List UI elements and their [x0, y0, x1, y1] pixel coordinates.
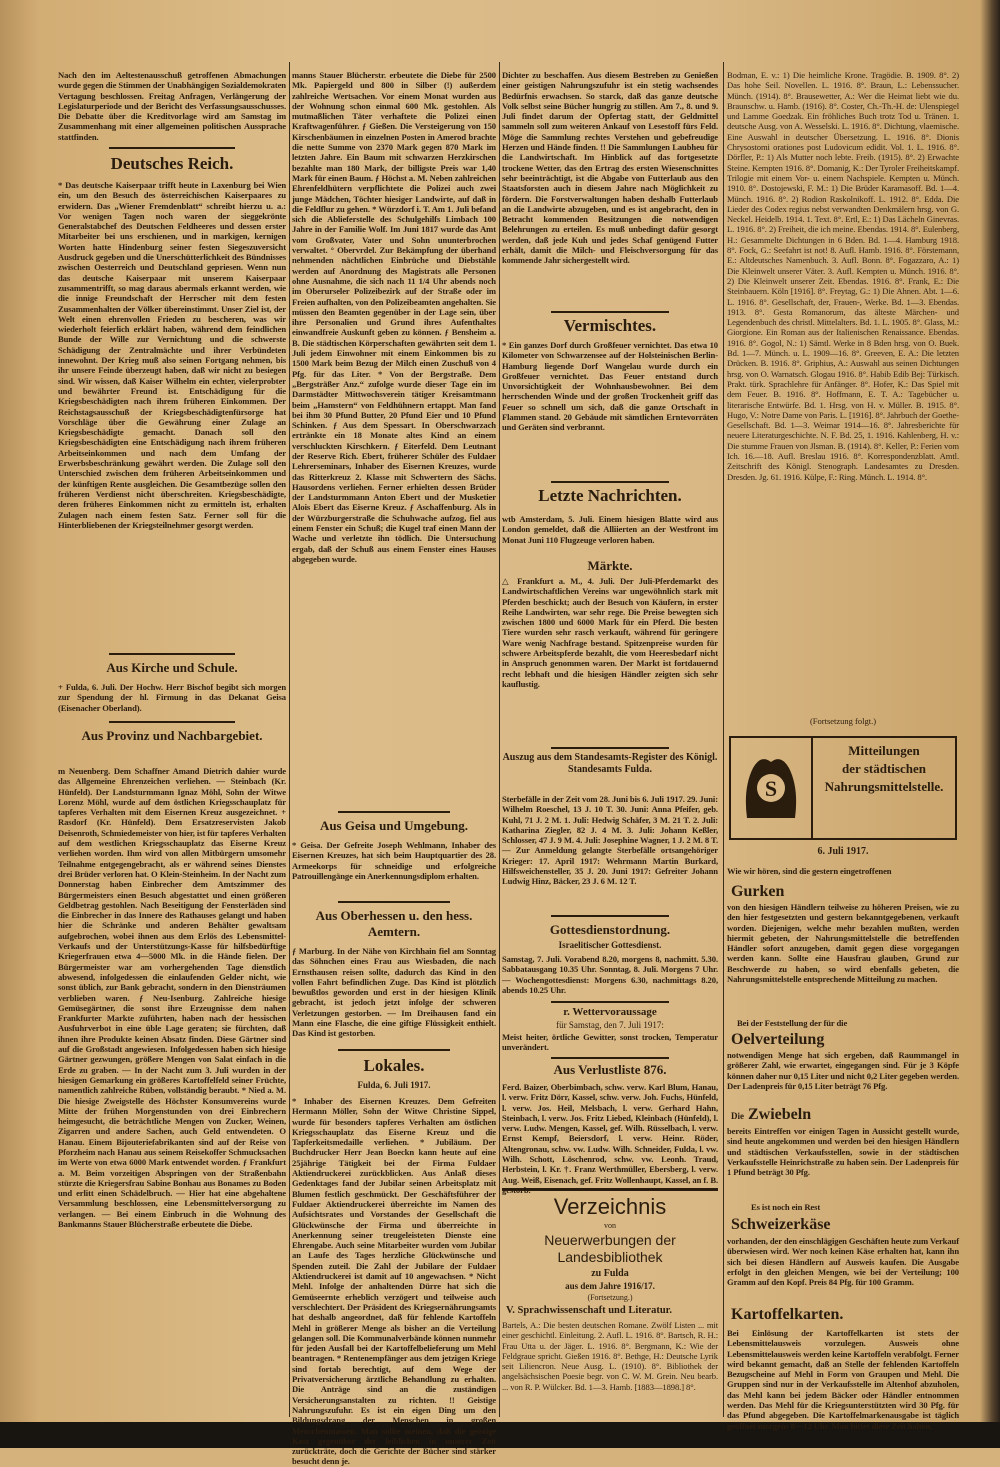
column-4 — [727, 62, 959, 1431]
article-text: + Fulda, 6. Juli. Der Hochw. Herr Bischof begibt sich morgen zur Spendung der hl. Firmung in das Dekanat Geisa (Eisenacher Oberland). — [58, 682, 286, 713]
notice-box-title: der städtischen — [842, 761, 926, 776]
article-text: ƒ Marburg. In der Nähe von Kirchhain fiel am Sonntag das Söhnchen eines Frau aus Wiesbaden, die nach Ernsthausen reisen sollte, dadurch das Kind in den vollen Fahrt befindlichen Zuge. Das Kind ist plötzlich bewußtlos geworden und erst in der hiesigen Klinik gebracht, ist jedoch jetzt infolge der schweren Verletzungen gestorben. — Im Dreihausen fand ein Mann eine Flasche, die eine giftige Flüssigkeit enthielt. Das Kind ist gestorben. — [292, 946, 496, 1039]
divider — [338, 901, 450, 903]
section-heading: Märkte. — [587, 558, 633, 573]
notice-title: Verzeichnis — [553, 1194, 667, 1219]
svg-text:S: S — [764, 776, 778, 801]
column-rule — [723, 62, 724, 1417]
column-2 — [292, 62, 496, 1467]
dateline: 6. Juli 1917. — [817, 846, 869, 857]
article-text: Meist heiter, örtliche Gewitter, sonst trocken, Temperatur unverändert. — [502, 1032, 718, 1053]
subheading: für Samstag, den 7. Juli 1917: — [556, 1020, 664, 1030]
continuation-note: (Fortsetzung folgt.) — [809, 716, 877, 726]
notice-box-title: Nahrungsmittelstelle. — [824, 779, 944, 794]
article-text: Dichter zu beschaffen. Aus diesem Bestreben zu Genießen einer geistigen Nahrungszufuhr ist ein stetig wachsendes Bedürfnis erwachsen. So starck, daß das ganze deutsche Volk selbst seine Bücher hungrig zu stillen. Am 7., 8. und 9. Juli findet darum der Opfertag statt, der Geldmittel sammeln soll zum weiteren Ankauf von Lesestoff fürs Feld. Möge die Sammlung rechtes Verstehen und gebefreudige Herzen und Hände finden. !! Die Sammlungen Laubheu für die Landwirtschaft. Im Hinblick auf das fortgesetzte trockene Wetter, das den Ertrag des ersten Wiesenschnittes sehr beeinträchtigt, ist die Abgabe von Futterlaub aus den Staatsforsten auch in diesem Jahre nach Möglichkeit zu fördern. Die Forstverwaltungen haben deshalb Futterlaub an die Landwirte abzugeben, und es ist angebracht, den in Betracht kommenden Besitzungen die notwendigen Belehrungen zu erteilen. Es muß unbedingt dafür gesorgt werden, daß jede Kuh und jedes Schaf genügend Futter erhält, damit die Milch- und Fleischversorgung für das kommende Jahr sichergestellt wird. — [502, 70, 718, 266]
divider — [551, 915, 670, 917]
list-text: Bartels, A.: Die besten deutschen Romane. Zwölf Listen ... mit einer geschichtl. Einleitung. 2. Aufl. L. 1916. 8°. Bartsch, R. H.: Frau Utta u. der Jäger. L. 1916. 8°. Bergmann, K.: Wie der Feldgraue spricht. Gießen 1916. 8°. Bethge, H.: Deutsche Lyrik seit Liliencron. Neue Ausg. L. (1910). 8°. Bibliothek der angelsächsischen Poesie begr. von C. W. M. Grein. Neu bearb. ... von R. P. Wülcker. Bd. 1—3. Hamb. [1883—1898.] 8°. — [502, 1320, 718, 1392]
divider — [109, 653, 234, 655]
section-heading: Deutsches Reich. — [110, 154, 234, 173]
divider — [109, 721, 234, 723]
section-heading: r. Wettervoraussage — [563, 1006, 657, 1018]
section-heading: Auszug aus dem Standesamts-Register des Königl. Standesamts Fulda. — [502, 752, 718, 775]
article-text: Bei Einlösung der Kartoffelkarten ist stets der Lebensmittelausweis vorzulegen. Ausweis ohne Lebensmittelausweis werden keine Kartoffeln verabfolgt. Ferner wird bekannt gemacht, daß an Stelle der fehlenden Kartoffeln Bezugscheine auf Mehl in Form von Graupen und Mehl. Die Gruppen sind nur in der Verkaufsstelle im Altenhof abzuholen, das Mehl kann bei jedem Bäcker oder Händler entnommen werden. Das Mehl für die Kriegsunterstützten wird 30 Pfg. für das Pfund abgegeben. Die Kartoffelmarkenausgabe ist täglich geöffnet morgens 8—12 Uhr. Man bittet diese Zeit halten. — [727, 1328, 959, 1431]
section-heading: Vermischtes. — [563, 316, 657, 335]
section-heading: Letzte Nachrichten. — [538, 486, 682, 505]
notice-box-title: Mitteilungen — [848, 743, 920, 758]
divider — [551, 311, 670, 313]
notice-text: von — [604, 1221, 616, 1230]
article-text: manns Stauer Blücherstr. erbeutete die Diebe für 2500 Mk. Papiergeld und 800 in Silber (!) außerdem zahlreiche Wertsachen. Vor einem Monat wurden aus der Wohnung schon einmal 600 Mk. gestohlen. Als mutmaßlichen Täter verhaftete die Polizei einen Kraftwagenführer. ƒ Gießen. Die Versteigerung von 150 Kirschenbäumen in einzelnen Posten in Amerod brachte die nette Summe von 2370 Mark gegen 870 Mark im letzten Jahre. Ein Baum mit schwarzen Herzkirschen bezahlte man 180 Mark, der billigste Preis war 1,40 Mark für einen Baum. ƒ Höchst a. M. Neben zahlreichen Ehrenfeldhütern verpflichtete die Polizei auch zwei junge Mädchen, Töchter hiesiger Landwirte, auf daß in die Feldflur zu gehen. * Würzdorf i. T. Am 1. Juli befand sich die Ablieferstelle des Schulgehilfs Limbach 100 Jahre in der Familie Wolf. Im Juni 1817 wurde das Amt vom Großvater, Vater und Sohn ununterbrochen verwaltet. ° Obervrdel. Zur Bekämpfung der überhand nehmenden nächtlichen Einbrüche und Diebstähle werden auf Anordnung des Magistrats alle Personen ohne Ausnahme, die sich nach 11 1/4 Uhr abends noch im Oberurseler Polizeibezirk auf der Straße oder im Freien aufhalten, von den Polizeibeamten angehalten. Sie müssen den Beamten gegenüber in der Lage sein, über ihre Personalien und Grund ihres Aufenthaltes einwandfreie Auskunft geben zu können. ƒ Bensheim a. B. Die städtischen Körperschaften gewährten seit dem 1. Juli jedem Einwohner mit einem Einkommen bis zu 1500 Mark beim Bezug der Milch einen Zuschuß von 4 Pfg. für das Liter. * Von der Bergstraße. Dem „Bergsträßer Anz.“ zufolge wurde dieser Tage ein im Darmstädter Mittwochsverein tätiger Kreisamtmann beim „Hamstern“ von Feldhühnern ertappt. Man fand bei ihm 30 Pfund Butter, 20 Pfund Eier und 10 Pfund Schinken. ƒ Aus dem Spessart. In Oberschwarzach ertränkte ein 18 Monate altes Kind an einem verschluckten Kirschkern. ƒ Eiterfeld. Dem Leutnant der Reserve Rich. Ebert, früherer Schüler des Fuldaer Lehrerseminars, Inhaber des Eisernen Kreuzes, wurde das Ritterkreuz 2. Klasse mit Schwertern des Sächs. Hausordens verliehen. Ferner erhielten dessen Brüder der Landsturmmann Anton Ebert und der Musketier Alois Ebert das Eiserne Kreuz. ƒ Aschaffenburg. Als in der Würzburgerstraße die Schuhwache aufzog, fiel aus einem Fenster ein Schuß; die Kugel traf einen Mann der Wache und verletzte ihn tödlich. Die Untersuchung ergab, daß der Schuß aus einem Fenster eines Hauses abgegeben wurde. — [292, 70, 496, 564]
article-text: wtb Amsterdam, 5. Juli. Einem hiesigen Blatte wird aus London gemeldet, daß die Alliierten an der Westfront im Monat Juni 110 Flugzeuge verloren haben. — [502, 514, 718, 545]
dateline: Fulda, 6. Juli 1917. — [357, 1080, 431, 1090]
notice-text: (Fortsetzung.) — [587, 1293, 633, 1302]
section-heading: Aus Verlustliste 876. — [553, 1062, 667, 1077]
section-heading: Lokales. — [363, 1056, 425, 1075]
bibliography-list: Bodman, E. v.: 1) Die heimliche Krone. Tragödie. B. 1909. 8°. 2) Das hohe Seil. Novellen. L. 1916. 8°. Braun, L.: Lebenssucher. Münch. (1914). 8°. Brausewetter, A.: Wer die Heimat liebt wie du. Braunschw. u. Hamb. (1916). 8°. Coster, Ch.-Th.-H. de: Ulenspiegel und Lamme Goedzak. Ein fröhliches Buch trotz Tod u. Tränen. 1. deutsche Ausg. von A. Wesselski. L. 1916. 8°. Dichtung, vlaemische. Eine Auswahl in deutscher Übersetzung. L. 1916. 8°. Dionis Chrysostomi orationes post Ludovicum edidit. Vol. 1. L. 1916. 8°. Dörfler, P.: 1) Als Mutter noch lebte. Freib. (1915). 8°. 2) Erwachte Steine. Kempten 1916. 8°. Domanig, K.: Der Tyroler Freiheitskampf. Trilogie mit einem Vor- u. einem Nachspiele. Kempten u. Münch. 1910. 8°. Dostojewski, F. M.: 1) Die Brüder Karamasoff. Bd. 1—4. Münch. 1916. 8°. 2) Rodion Raskolnikoff. L. 1912. 8°. Edda. Die Lieder des Codex regius nebst verwandten Denkmälern hrsg. von G. Neckel. Heidelb. 1914. 1. Text. 8°. Ertl, E.: 1) Das Lächeln Ginevras. L. 1916. 8°. 2) Freiheit, die ich meine. Ebendas. 1914. 8°. Eulenberg, H.: Gesammelte Dichtungen in 6 Bden. Bd. 1—4. Hamburg 1918. 8°. Fock, G.: Seefahrt ist not! 8. Aufl. Hamb. 1916. 8°. Förstemann, E.: Altdeutsches Namenbuch. 3. Aufl. Bonn. 8°. Fogazzaro, A.: 1) Die Kleinwelt unserer Väter. 3. Aufl. Kempten u. Münch. 1916. 8°. 2) Die Kleinwelt unserer Zeit. Ebendas. 1916. 8°. Frank, E.: Die Steinbauern. Köln [1916]. 8°. Freytag, G.: 1) Die Ahnen. Abt. 1—6. L. 1916. 8°. Gesellschaft, der, Frauen-, Werke. Bd. 1—3. Ebendas. 1913. 8°. Gesta Romanorum, das älteste Märchen- und Legendenbuch des christl. Mittelalters. Bd. 1. L. 1905. 8°. Glass, M.: Giorgione. Ein Roman aus der Italienischen Renaissance. Ebendas. 1916. 8°. Gogol, N.: 1) Sämtl. Werke in 8 Bden hrsg. von O. Buek. Bd. 1—7. Münch. u. L. 1909—16. 8°. Greeven, E. A.: Die letzten Drücken. B. 1916. 8°. Griphius, A.: Auswahl aus seinen Dichtungen hrsg. von O. Warnatsch. Glogau 1916. 8°. Habib Edib Bej: Türkisch. Prakt. türk. Sprachlehre für Anfänger. 8°. Hofer, K.: Das Spiel mit dem Feuer. B. 1916. 8°. Hoffmann, E. T. A.: Tagebücher u. literarische Entwürfe. Bd. 1. Hrsg. von H. v. Müller. B. 1915. 8°. Hugo, V.: Notre Dame von Paris. L. [1916]. 8°. Jahrbuch der Goethe-Gesellschaft. Bd. 1—3. Weimar 1914—16. 8°. Jahresberichte für neuere Literaturgeschichte. N. F. Bd. 25, 1. 1916. Kahlenberg, H. v.: Die stumme Frauen von Jlsman. B. (1914). 8°. Keller, P.: Ferien vom Ich. 16.—18. Aufl. Breslau 1916. 8°. Korrespondenzblatt. Amtl. Zeitschrift des Königl. Stenograph. Landesamtes zu Dresden. Dresden. Jg. 61. 1916. Külpe, F.: Ring. Münch. L. 1914. 8°. — [727, 70, 959, 482]
article-text: * Ein ganzes Dorf durch Großfeuer vernichtet. Das etwa 10 Kilometer von Schwarzensee auf der Holsteinischen Berlin-Hamburg liegende Dorf Wangelau wurde durch ein Großfeuer vernichtet. Das Feuer entstand durch Unvorsichtigkeit der Wohnhausbewohner. Bei dem herrschenden Winde und der großen Trockenheit griff das Feuer so schnell um sich, daß die ganze Ortschaft in Flammen stand. 20 Gebäude mit sämtlichen Erntevorräten und Geräten sind verbrannt. — [502, 340, 718, 433]
section-heading: Zwiebeln — [748, 1106, 812, 1123]
article-text: Sterbefälle in der Zeit vom 28. Juni bis 6. Juli 1917. 29. Juni: Wilhelm Roeschel, 13 J. 10 T. 30. Juni: Anna Pfeifer, geb. Kuhl, 71 J. 2 M. 1. Juli: Hedwig Schäfer, 3 M. 21 T. 2. Juli: Katharina Ziegler, 82 J. 4 M. 3. Juli: Johann Keßler, Schlosser, 47 J. 9 M. 4. Juli: Josephine Wagner, 1 J. 2 M. 8 T. — Zur Anmeldung gelangte Sterbefälle ortsangehöriger Krieger: 17. April 1917: Wehrmann Martin Burkard, Hilfsweichensteller, 35 J. 20. Juni 1917: Gefreiter Johann Ludwig Hinz, Bäcker, 23 J. 6 M. 12 T. — [502, 794, 718, 887]
section-heading: Gottesdienstordnung. — [549, 922, 671, 937]
subheading: Israelitischer Gottesdienst. — [558, 940, 662, 950]
divider — [502, 1188, 718, 1191]
article-text: Es ist noch ein Rest — [751, 1202, 821, 1212]
notice-box — [729, 736, 957, 840]
column-1 — [58, 62, 286, 1420]
column-rule — [499, 62, 500, 1417]
article-text: Die — [731, 1111, 744, 1121]
article-text: notwendigen Menge hat sich ergeben, daß Raummangel in größerer Zahl, wie erwartet, eingegangen sind. Für je 3 Köpfe können daher nur 0,15 Liter und nicht 0,2 Liter gegeben werden. Der Ladenpreis für 0,15 Liter beträgt 76 Pfg. — [727, 1050, 959, 1091]
divider — [109, 147, 234, 149]
article-text: Samstag, 7. Juli. Vorabend 8.20, morgens 8, nachmitt. 5.30. Sabbatausgang 10.35 Uhr. Sonntag, 8. Juli. Morgens 7 Uhr. — Wochengottesdienst: Morgens 6.30, nachmittags 8.20, abends 10.25 Uhr. — [502, 954, 718, 995]
article-text: * Inhaber des Eisernen Kreuzes. Dem Gefreiten Hermann Möller, Sohn der Witwe Christine Sippel, wurde für besonders tapferes Verhalten am östlichen Kriegsschauplatz das Eiserne Kreuz und die Tapferkeitsmedaille verliehen. * Jubiläum. Der Buchdrucker Herr Jean Boeckn kann heute auf eine 25jährige Tätigkeit bei der Firma Fuldaer Aktiendruckerei zurückblicken. Aus Anlaß dieses Gedenktages fand der Jubilar seinen Arbeitsplatz mit Blumen festlich geschmückt. Der Geschäftsführer der Fuldaer Aktiendruckerei überreichte im Namen des Aufsichtsrates und Vorstandes der Gesellschaft die Glückwünsche der Firma und überreichte in Anerkennung seiner treugeleisteten Dienste eine Ehrengabe. Auch seine Mitarbeiter wurden vom Jubilar an Laufe des Tages herzliche Glückwünsche und Spenden zuteil. Die Zahl der Jubilare der Fuldaer Aktiendruckerei ist damit auf 10 angewachsen. * Nicht Mehl. Infolge der anhaltenden Dürre hat sich die Gemüseernte erheblich verzögert und teilweise auch verschlechtert. Der Präsident des Kriegsernährungsamts hat deshalb angeordnet, daß für fehlende Kartoffeln Mehl in größerer Menge als bisher an die Verteilung gelangen soll. Die Kommunalverbände können nunmehr für jeden Ausfall bei der Kartoffelbelieferung um Mehl beantragen. * Rentenempfänger aus dem jetzigen Kriege sind fortab berechtigt, auf dem Wege der Privatversicherung ärztliche Behandlung zu erhalten. Die Anträge sind an die zuständigen Versicherungsanstalten zu richten. !! Geistige Nahrungszufuhr. Es ist ein eigen Ding um den Bildungsdrang der Menschen in großen Menschenmassen. Man sollte meinen, daß die geistige Kost gegenüber der leiblichen in unserer Zeit zurückträte, doch die Gerichte der Bücher sind stärker besucht denn je. — [292, 1096, 496, 1467]
article-text: △ Frankfurt a. M., 4. Juli. Der Juli-Pferdemarkt des Landwirtschaftlichen Vereins war ungewöhnlich stark mit Pferden beschickt; auch der Besuch von Käufern, in erster Reihe Landwirten, war sehr rege. Die Preise bewegten sich zwischen 1800 und 6000 Mark für ein Pferd. Die besten Tiere wurden sehr rasch verkauft, während für geringere Ware wenig Nachfrage bestand. Spitzenpreise wurden für schwere Arbeitspferde bezahlt, die vom Heeresbedarf nicht in Anspruch genommen waren. Der Markt ist fortdauernd recht lebhaft und die hiesigen Händler zeigten sich sehr kauflustig. — [502, 576, 718, 689]
article-text: * Geisa. Der Gefreite Joseph Wehlmann, Inhaber des Eisernen Kreuzes, hat sich beim Hauptquartier des 28. Armeekorps für schneidige und erfolgreiche Patrouillengänge ein Anerkennungsdiplom erhalten. — [292, 840, 496, 881]
divider — [338, 1049, 450, 1051]
section-heading: Aus Oberhessen u. den hess. Aemtern. — [315, 908, 473, 939]
article-text: Ferd. Baizer, Oberbimbach, schw. verw. Karl Blum, Hanau, l. verw. Fritz Dörr, Kassel, schw. verw. Joh. Fuchs, Hünfeld, l. verw. Jos. Heil, Melsbach, l. verw. Gerhard Hahn, Steinbach, l. verw. Jos. Fritz Liebed, Kleinbach (Hünfeld), l. verw. Ludw. Mengen, Kassel, gef. Wilh. Rüsselbach, l. verw. Ernst Kempf, Beiersdorf, l. verw. Heinr. Röder, Altengronau, schw. vw. Ludw. Wilh. Schneider, Fulda, l. vw. Wilh. Schott, Löschenrod, schw. vw. Leonh. Traud, Herbstein, l. Kr. †. Franz Werthmüller, Ebersberg, l. verw. Aug. Weiß, Eisenach, gef. Fritz Wollenhaupt, Kassel, an f. B. gestorb. — [502, 1082, 718, 1195]
article-text: bereits Eintreffen vor einigen Tagen in Aussicht gestellt wurde, sind heute angekommen und werden bei den hiesigen Händlern und städtischen Verkaufsstellen, sowie in der städtischen Verkaufsstelle Heinrichstraße zu haben sein. Der Ladenpreis für 1 Pfund beträgt 30 Pfg. — [727, 1126, 959, 1178]
article-text: vorhanden, der den einschlägigen Geschäften heute zum Verkauf überwiesen wird. Wer noch keinen Käse erhalten hat, kann ihn sich bei diesen Händlern auf Ausweis kaufen. Die Ausgabe erfolgt in den gleichen Mengen, wie bei der Verteilung; 100 Gramm auf den Kopf. Preis 84 Pfg. für 100 Gramm. — [727, 1236, 959, 1288]
article-text: * Das deutsche Kaiserpaar trifft heute in Laxenburg bei Wien ein, um den Besuch des österreichischen Kaiserpaares zu erwidern. Das „Wiener Fremdenblatt“ schreibt hierzu u. a.: Vor wenigen Tagen noch waren der sieggekrönte Generalstabchef des Deutschen Feldheeres und dessen erster Mitarbeiter bei uns erschienen, und in markigen, kernigen Worten hatte Hindenburg seiner festen Siegeszuversicht Ausdruck gegeben und die Unerschütterlichkeit des Bündnisses zwischen Oesterreich und Deutschland gepriesen. Wenn nun das deutsche Kaiserpaar mit unserem Kaiserpaar zusammentrifft, so mag daraus abermals erkannt werden, wie die innige Freundschaft der Herrscher mit dem festen Zusammenhalten der Völker übereinstimmt. Unser Ziel ist, der Welt einen ehrenvollen Frieden zu bescheren, was wir wiederholt feierlich erklärt haben, während dem feindlichen Bunde der Wille zur Vernichtung und die schwerste Schädigung der Zentralmächte und ihrer Verbündeten innewohnt. Der Krieg muß also seinen Fortgang nehmen, bis ihr unsere Feinde überzeugt haben, daß wir nicht zu besiegen sind. Wir wissen, daß Kaiser Wilhelm ein echter, vielerprobter und bewährter Freund ist. Entschädigung für die Kriegsbeschädigten nach ihrem früheren Einkommen. Der Reichstagsausschuß der Kriegsbeschädigtenfürsorge hat Vorschläge über die Gewährung einer Zulage an Kriegsbeschädigte gemacht. Danach soll den Kriegsbeschädigten eine Entschädigung nach ihrem früheren Arbeitseinkommen und nach dem Umfang der Erwerbsbeschränkung gewährt werden. Die Zulage soll den Unterschied zwischen dem früheren Arbeitseinkommen und der künftigen Rente ausgleichen. Die Gesamtbezüge sollen den früheren Verdienst nicht überschreiten. Kriegsbeschädigte, deren früheres Einkommen nicht zu ermitteln ist, erhalten Zulagen nach einem festen Satz. Ferner soll für die Hinterbliebenen der Kriegsteilnehmer gesorgt werden. — [58, 180, 286, 530]
section-heading: Aus Kirche und Schule. — [106, 660, 238, 675]
section-heading: Aus Provinz und Nachbargebiet. — [81, 728, 263, 743]
divider — [551, 481, 670, 483]
section-heading: Aus Geisa und Umgebung. — [319, 818, 469, 833]
article-text: m Neuenberg. Dem Schaffner Amand Dietrich dahier wurde das Allgemeine Ehrenzeichen verliehen. — Steinbach (Kr. Hünfeld). Der Landsturmmann Ignaz Möhl, Sohn der Witwe Lorenz Möhl, wurde auf dem östlichen Kriegsschauplatz für tapferes Verhalten mit dem Eisernen Kreuz ausgezeichnet. + Rasdorf (Kr. Hünfeld). Dem Ersatzreservisten Jakob Deisenroth, Schmiedemeister von hier, ist für tapferes Verhalten auf dem westlichen Kriegsschauplatz das Eiserne Kreuz verliehen worden. Ihm wird von allen Mitbürgern umsomehr Teilnahme entgegengebracht, als er während seines Dienstes drei Brüder verloren hat. O Klein-Steinheim. In der Nacht zum Donnerstag haben Einbrecher dem Amtszimmer des Bürgermeisters einen Besuch abgestattet und einen größeren Geldbetrag gestohlen. Nach Beseitigung der Fensterläden sind die Einbrecher in das Innere des Rathauses gelangt und haben hier die Schränke und anderen Behälter gewaltsam aufgebrochen, wobei ihnen aus dem Erlös des Lebensmittel-Verkaufs und der Unterstützungs-Kasse für hilfsbedürftige Kriegerfrauen etwa 4—5000 Mk. in die Hände fielen. Der Bürgermeister war am vorhergehenden Tage dienstlich abwesend, infolgedessen die einlaufenden Gelder nicht, wie sonst üblich, zur Bank gebracht, sondern in den Diensträumen verblieben waren. ƒ Neu-Isenburg. Zahlreiche hiesige Gemüsegärtner, die sonst ihre Erzeugnisse dem nahen Frankfurter Markte zuführten, haben nach der hessischen Ausfuhrverbot in eine üble Lage geraten; sie fürchten, daß ihnen ihre Produkte keinen Absatz finden. Diese Gärtner sind auf die Großstadt angewiesen. Infolgedessen haben sich hiesige Gärtner gezwungen, größere Mengen von Salat einfach in die Erde zu graben. — In der Nacht zum 3. Juli wurden in der hiesigen Gemarkung ein größeres Kartoffelfeld seiner Früchte, namentlich zahlreiche Rüben, vollständig beraubt. * Nied a. M. Die hiesige Zweigstelle des Höchster Konsumvereins wurde Mitte der frühen Morgenstunden von drei Einbrechern heimgesucht, die beträchtliche Mengen von Zucker, Weinen, Zigarren und andere Sachen, auch Geld entwendeten. O Hanau. Einem Bijouteriefabrikanten sind auf der Reise von Pforzheim nach Hanau aus seinem Reisekoffer Schmucksachen im Werte von etwa 6000 Mark entwendet worden. ƒ Frankfurt a. M. Beim vorzeitigen Abspringen von der Straßenbahn stürzte die Kriegersfrau Sabine Bonhau aus Bonames zu Boden und erlitt einen Schädelbruch. — Hier hat eine abgehaltene Versammlung beschlossen, eine Lebensmittelversorgung zu verlangen. — Bei einem Einbruch in die Wohnung des Bankmanns Stauer Blücherstraße erbeutete die Diebe. — [58, 766, 286, 1230]
list-heading: V. Sprachwissenschaft und Literatur. — [506, 1305, 672, 1316]
divider — [551, 747, 670, 749]
section-heading: Schweizerkäse — [731, 1216, 831, 1233]
column-rule — [289, 62, 290, 1417]
article-text: Bei der Feststellung der für die — [737, 1018, 848, 1028]
article-text: Wie wir hören, sind die gestern eingetroffenen — [727, 866, 892, 876]
notice-text: zu Fulda — [591, 1268, 629, 1279]
divider — [551, 1001, 670, 1003]
article-text: von den hiesigen Händlern teilweise zu höheren Preisen, wie zu den hier festgesetzten und gestern bekanntgegebenen, verkauft worden. Diejenigen, welche mehr bezahlen mußten, werden hiermit gebeten, der Nahrungsmittelstelle die betreffenden Händler sofort anzugeben, damit gegen diese vorgegangen werden kann. Sollte eine Hausfrau glauben, Grund zur Beschwerde zu haben, so wird ebenfalls gebeten, die Nahrungsmittelstelle entsprechende Mitteilung zu machen. — [727, 902, 959, 985]
section-heading: Kartoffelkarten. — [731, 1306, 844, 1323]
divider — [551, 1057, 670, 1059]
notice-text: aus dem Jahre 1916/17. — [565, 1281, 655, 1291]
section-heading: Oelverteilung — [731, 1031, 825, 1048]
city-emblem-icon — [731, 738, 813, 838]
notice-subtitle: Neuerwerbungen der Landesbibliothek — [544, 1232, 676, 1265]
divider — [338, 811, 450, 813]
article-text: Nach den im Aeltestenausschuß getroffenen Abmachungen wurde gegen die Stimmen der Unabhängigen Sozialdemokraten Vertagung beschlossen. Freitag Anfragen, Verlängerung der Legislaturperiode und der Bericht des Verfassungsausschusses. Die Debatte über die Kreditvorlage wird am Samstag im Zusammenhang mit einer allgemeinen politischen Aussprache stattfinden. — [58, 70, 286, 142]
section-heading: Gurken — [731, 883, 785, 900]
column-3 — [502, 62, 718, 1420]
